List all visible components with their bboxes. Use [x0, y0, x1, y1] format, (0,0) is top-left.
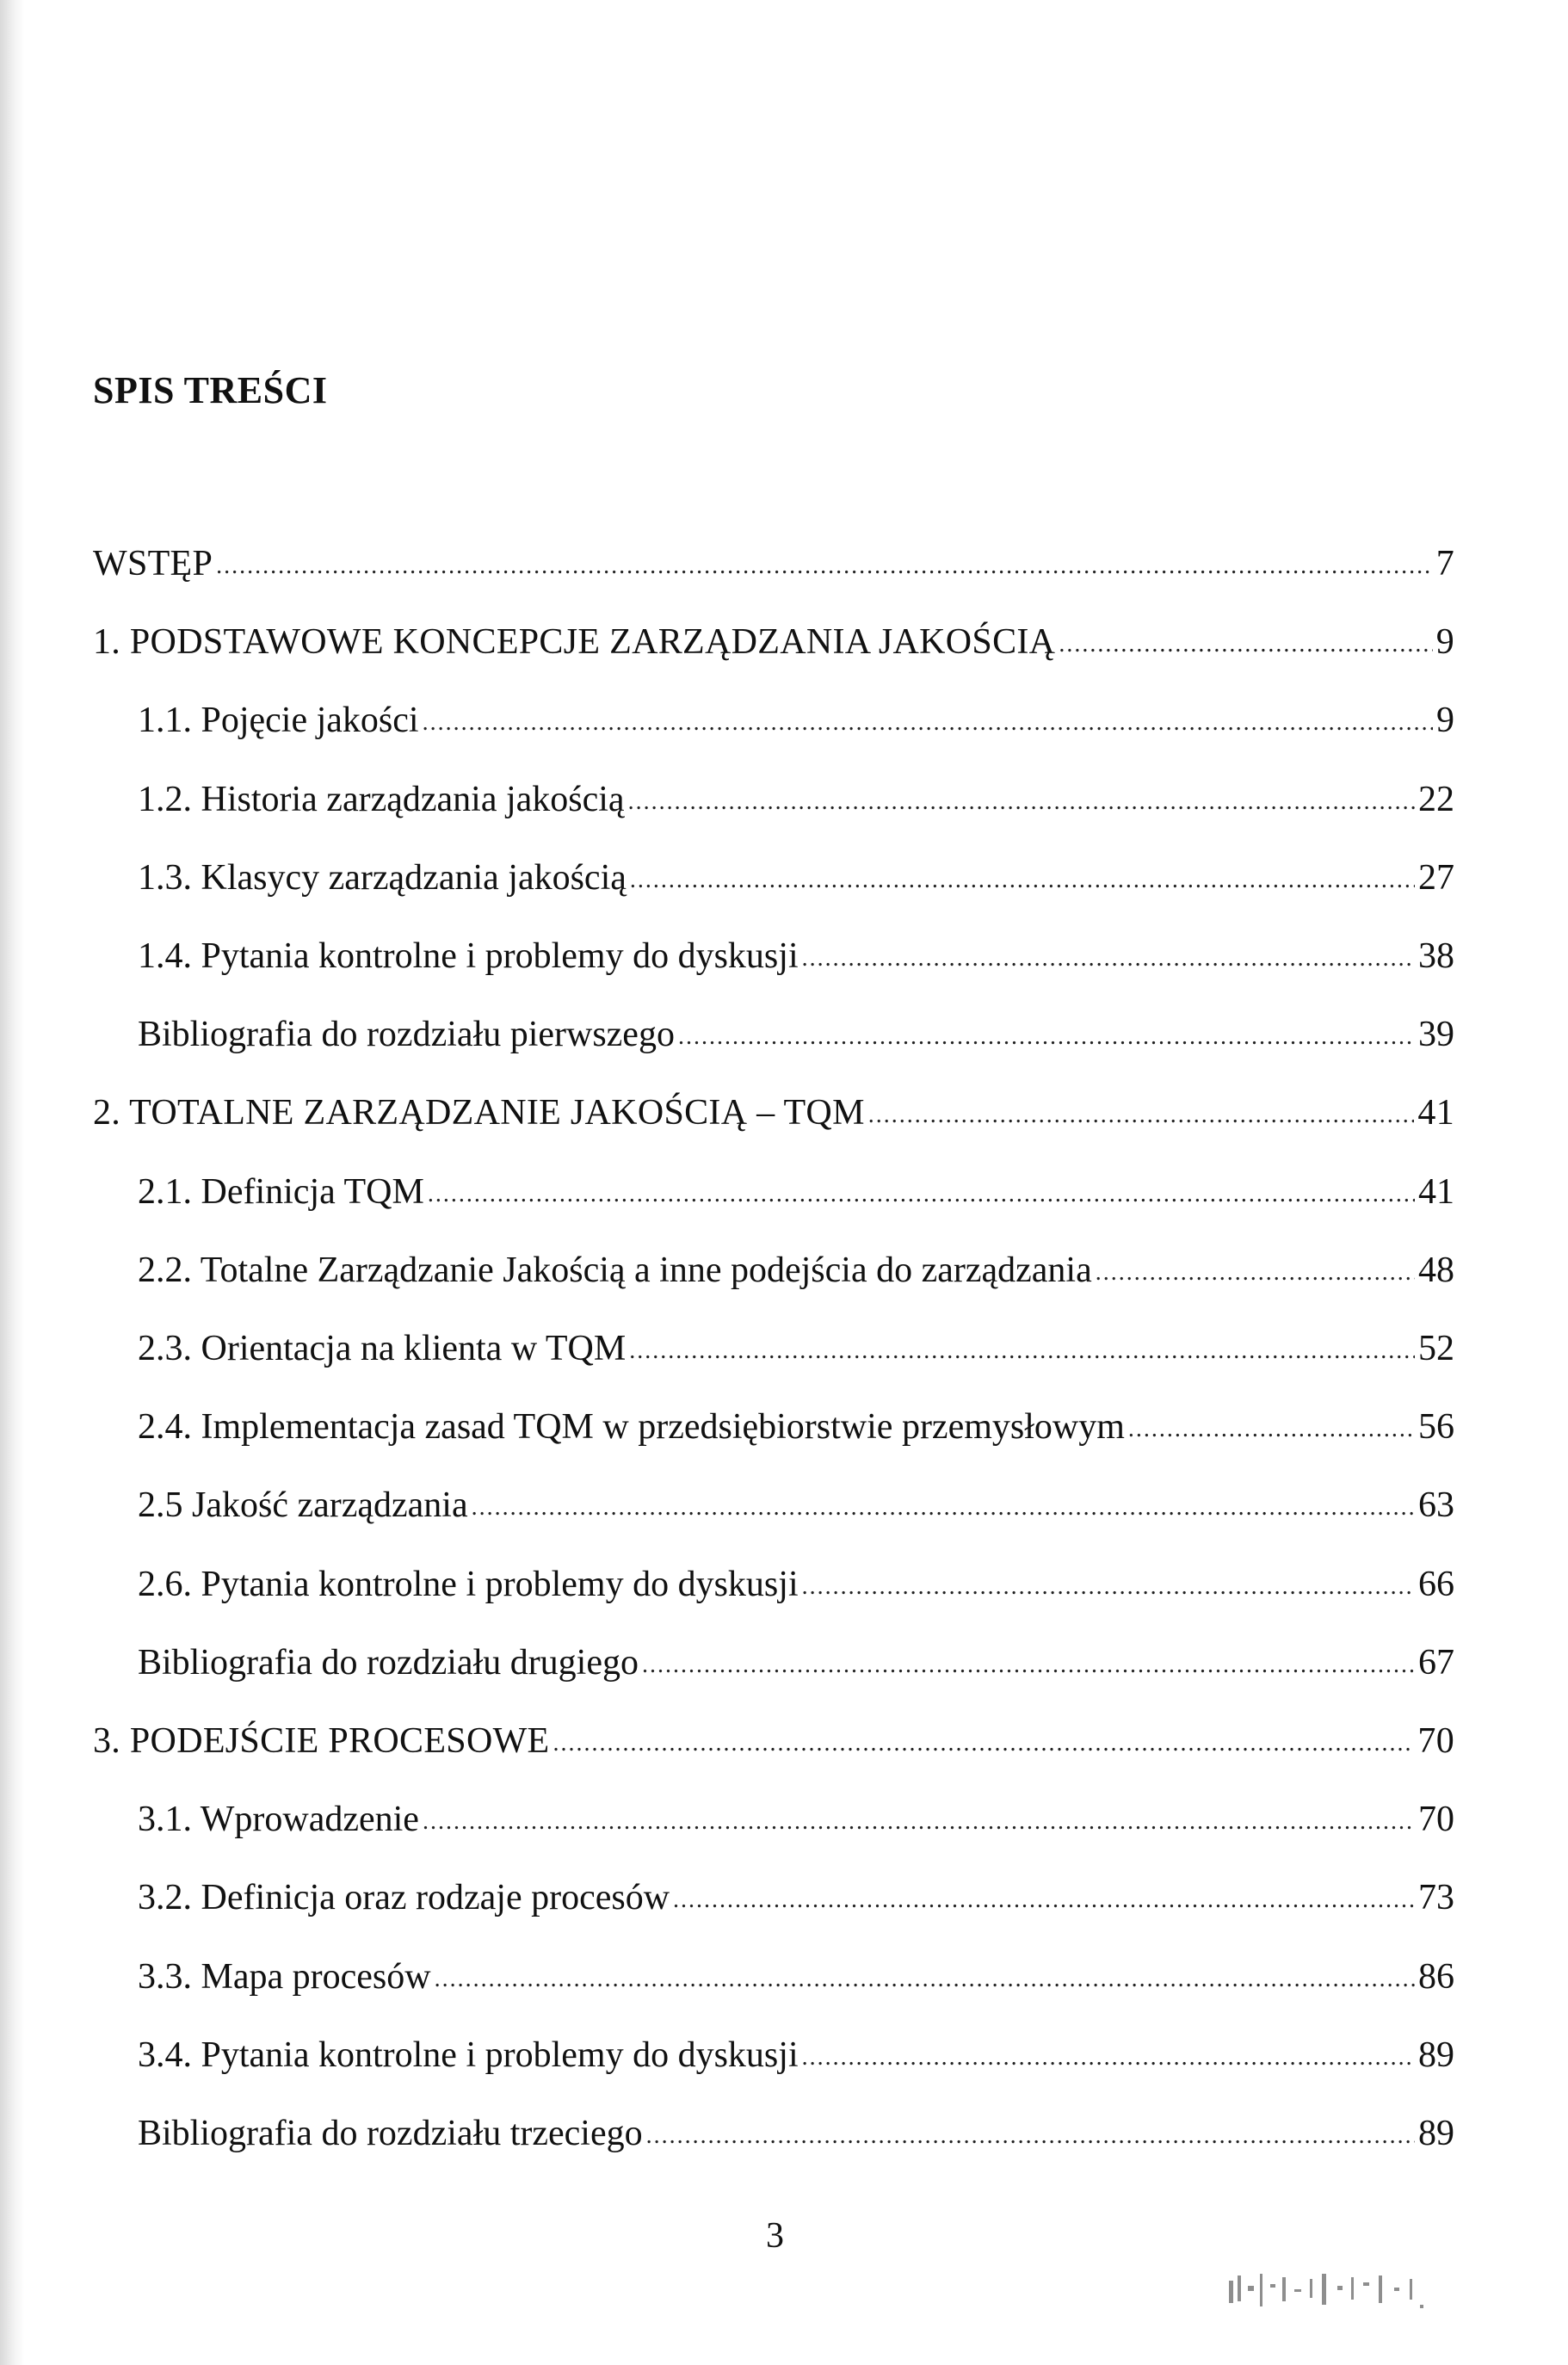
- toc-dot-leader: [428, 1169, 1415, 1220]
- toc-entry-label: 2.4. Implementacja zasad TQM w przedsiębiorstwie przemysłowym: [138, 1407, 1125, 1447]
- toc-entry-page-number: 63: [1418, 1485, 1454, 1525]
- toc-entry-label: Bibliografia do rozdziału pierwszego: [138, 1015, 675, 1054]
- toc-entry-page-number: 7: [1435, 544, 1454, 584]
- toc-dot-leader: [629, 1325, 1415, 1377]
- toc-entry-page-number: 52: [1418, 1329, 1454, 1368]
- toc-entry-page-number: 70: [1418, 1800, 1454, 1839]
- toc-section-entry: [138, 930, 1454, 982]
- toc-entry-page-number: 66: [1418, 1565, 1454, 1604]
- toc-section-entry: [138, 1637, 1454, 1689]
- toc-dot-leader: [216, 540, 1433, 592]
- toc-chapter-entry: [93, 616, 1454, 668]
- toc-chapter-entry: [93, 1087, 1454, 1139]
- toc-dot-leader: [553, 1718, 1415, 1769]
- toc-entry-page-number: 41: [1417, 1093, 1454, 1133]
- toc-dot-leader: [678, 1011, 1415, 1063]
- toc-entry-label: 3.2. Definicja oraz rodzaje procesów: [138, 1878, 670, 1917]
- toc-section-entry: [138, 2029, 1454, 2081]
- toc-entry-page-number: 39: [1418, 1015, 1454, 1054]
- toc-dot-leader: [435, 1954, 1415, 2005]
- page-number: 3: [766, 2216, 784, 2256]
- toc-section-entry: [138, 852, 1454, 904]
- toc-section-entry: [138, 1244, 1454, 1296]
- toc-section-entry: [138, 1794, 1454, 1845]
- toc-entry-page-number: 70: [1417, 1721, 1454, 1761]
- scan-edge-shadow: [0, 0, 24, 2365]
- toc-entry-page-number: 89: [1418, 2114, 1454, 2153]
- toc-entry-page-number: 67: [1418, 1643, 1454, 1683]
- toc-entry-page-number: 73: [1418, 1878, 1454, 1917]
- toc-entry-label: 2.5 Jakość zarządzania: [138, 1485, 468, 1525]
- toc-entry-label: 2.1. Definicja TQM: [138, 1172, 424, 1212]
- toc-dot-leader: [802, 1561, 1415, 1613]
- toc-section-entry: [138, 774, 1454, 825]
- toc-entry-label: 2. TOTALNE ZARZĄDZANIE JAKOŚCIĄ – TQM: [93, 1093, 865, 1133]
- toc-entry-label: 1.1. Pojęcie jakości: [138, 701, 419, 740]
- toc-section-entry: [138, 695, 1454, 746]
- toc-chapter-entry: [93, 538, 1454, 590]
- toc-dot-leader: [630, 855, 1415, 906]
- toc-entry-label: 1.3. Klasycy zarządzania jakością: [138, 858, 627, 898]
- toc-dot-leader: [1059, 619, 1432, 670]
- toc-entry-label: 1.4. Pytania kontrolne i problemy do dyskusji: [138, 936, 799, 976]
- toc-entry-label: 2.6. Pytania kontrolne i problemy do dyskusji: [138, 1565, 799, 1604]
- toc-section-entry: [138, 1009, 1454, 1060]
- toc-entry-label: 3.1. Wprowadzenie: [138, 1800, 419, 1839]
- toc-dot-leader: [642, 1639, 1415, 1691]
- toc-section-entry: [138, 1166, 1454, 1218]
- toc-entry-page-number: 48: [1418, 1250, 1454, 1290]
- toc-entry-page-number: 86: [1418, 1957, 1454, 1997]
- scan-noise-mark: [1225, 2269, 1432, 2320]
- toc-dot-leader: [423, 697, 1433, 749]
- page-title: SPIS TREŚCI: [93, 369, 328, 411]
- toc-dot-leader: [646, 2110, 1415, 2162]
- toc-entry-page-number: 89: [1418, 2035, 1454, 2075]
- toc-entry-label: 3.4. Pytania kontrolne i problemy do dyskusji: [138, 2035, 799, 2075]
- toc-entry-label: 1.2. Historia zarządzania jakością: [138, 780, 625, 819]
- toc-entry-label: 2.2. Totalne Zarządzanie Jakością a inne podejścia do zarządzania: [138, 1250, 1092, 1290]
- toc-dot-leader: [472, 1482, 1415, 1534]
- toc-chapter-entry: [93, 1715, 1454, 1767]
- toc-dot-leader: [673, 1874, 1415, 1926]
- toc-entry-page-number: 41: [1418, 1172, 1454, 1212]
- toc-entry-label: Bibliografia do rozdziału trzeciego: [138, 2114, 643, 2153]
- toc-entry-page-number: 38: [1418, 936, 1454, 976]
- toc-entry-page-number: 56: [1418, 1407, 1454, 1447]
- toc-section-entry: [138, 1479, 1454, 1531]
- toc-entry-label: Bibliografia do rozdziału drugiego: [138, 1643, 639, 1683]
- toc-entry-page-number: 9: [1436, 701, 1454, 740]
- toc-dot-leader: [868, 1090, 1415, 1141]
- toc-dot-leader: [1096, 1247, 1415, 1299]
- toc-dot-leader: [802, 2032, 1415, 2084]
- toc-entry-label: 3. PODEJŚCIE PROCESOWE: [93, 1721, 550, 1761]
- toc-entry-page-number: 27: [1418, 858, 1454, 898]
- toc-entry-label: 2.3. Orientacja na klienta w TQM: [138, 1329, 627, 1368]
- toc-entry-label: 3.3. Mapa procesów: [138, 1957, 431, 1997]
- toc-entry-page-number: 9: [1435, 622, 1454, 662]
- toc-section-entry: [138, 1401, 1454, 1453]
- toc-dot-leader: [628, 776, 1415, 828]
- toc-section-entry: [138, 1323, 1454, 1374]
- toc-section-entry: [138, 1559, 1454, 1610]
- toc-dot-leader: [802, 933, 1415, 985]
- toc-dot-leader: [423, 1796, 1415, 1848]
- toc-entry-label: 1. PODSTAWOWE KONCEPCJE ZARZĄDZANIA JAKOŚCIĄ: [93, 622, 1056, 662]
- toc-section-entry: [138, 2108, 1454, 2159]
- toc-entry-page-number: 22: [1418, 780, 1454, 819]
- toc-section-entry: [138, 1951, 1454, 2003]
- toc-entry-label: WSTĘP: [93, 544, 213, 584]
- toc-section-entry: [138, 1872, 1454, 1923]
- toc-dot-leader: [1128, 1404, 1415, 1455]
